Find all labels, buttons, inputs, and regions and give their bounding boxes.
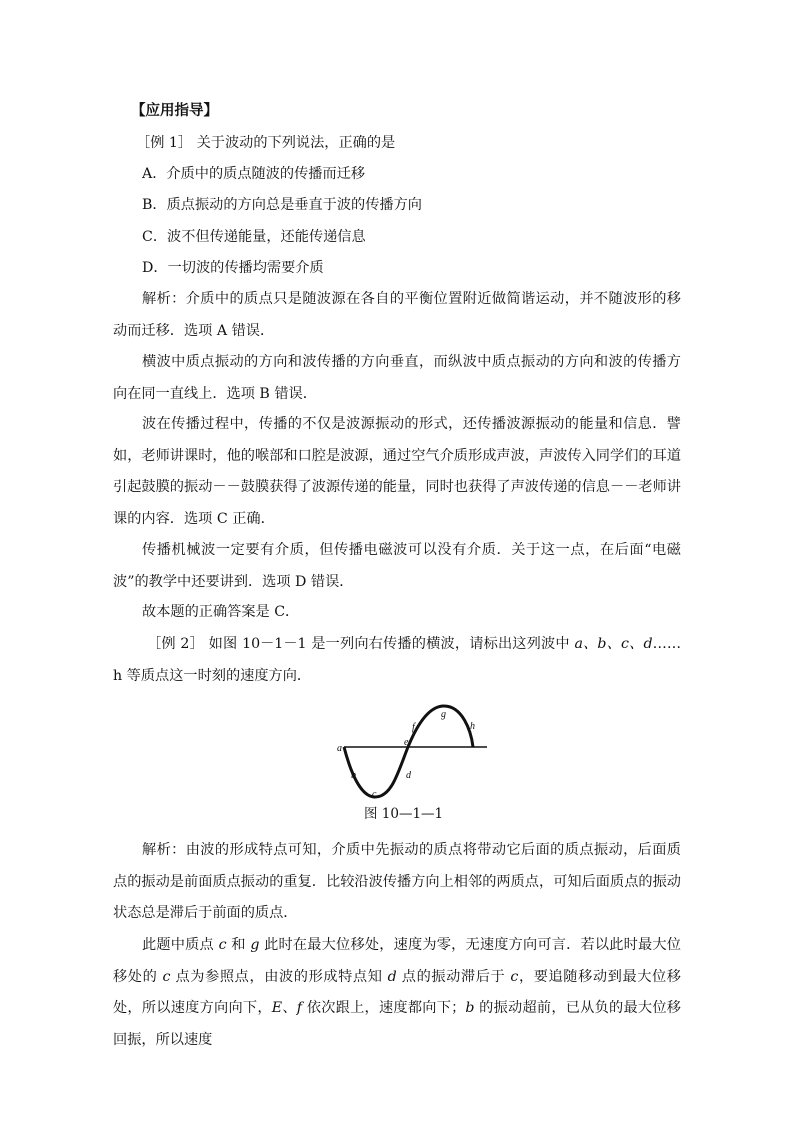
example1-analysis-1: 解析：介质中的质点只是随波源在各自的平衡位置附近做简谐运动，并不随波形的移动而迁移．选项 A 错误． bbox=[113, 291, 681, 339]
example2-question: ［例 2］ 如图 10－1－1 是一列向右传播的横波，请标出这列波中 a、b、c、d……h 等质点这一时刻的速度方向． bbox=[113, 636, 681, 684]
example1-analysis-4: 传播机械波一定要有介质，但传播电磁波可以没有介质．关于这一点，在后面“电磁波”的教学中还要讲到．选项 D 错误． bbox=[113, 542, 681, 590]
wave-label-d: d bbox=[406, 770, 411, 781]
section-title: 【应用指导】 bbox=[131, 103, 218, 119]
wave-curve bbox=[344, 706, 473, 797]
wave-label-a: a bbox=[337, 743, 342, 754]
wave-label-f: f bbox=[412, 722, 415, 733]
wave-label-h: h bbox=[470, 721, 475, 732]
wave-label-e: e bbox=[404, 737, 409, 748]
wave-label-c: c bbox=[372, 789, 377, 800]
example1-answer: 故本题的正确答案是 C． bbox=[142, 604, 300, 620]
example1-option-c: C．波不但传递能量，还能传递信息 bbox=[142, 229, 366, 245]
wave-label-b: b bbox=[351, 770, 356, 781]
example2-analysis-2: 此题中质点 c 和 g 此时在最大位移处，速度为零，无速度方向可言．若以此时最大位移处的 c 点为参照点，由波的形成特点知 d 点的振动滞后于 c，要追随移动到最大位移处，所以速度方向向下，E、f 依次跟上，速度都向下；b 的振动超前，已从负的最大位移回振，所以速度 bbox=[113, 937, 681, 1048]
question-points: a、b、c、d bbox=[574, 636, 653, 652]
example1-analysis-2: 横波中质点振动的方向和波传播的方向垂直，而纵波中质点振动的方向和波的传播方向在同一直线上．选项 B 错误． bbox=[113, 354, 681, 402]
example1-option-d: D．一切波的传播均需要介质 bbox=[142, 260, 324, 276]
example1-analysis-3: 波在传播过程中，传播的不仅是波源振动的形式，还传播波源振动的能量和信息．譬如，老师讲课时，他的喉部和口腔是波源，通过空气介质形成声波，声波传入同学们的耳道引起鼓膜的振动－－鼓膜获得了波源传递的能量，同时也获得了声波传递的信息－－老师讲课的内容．选项 C 正确． bbox=[113, 416, 681, 527]
figure-caption: 图 10—1—1 bbox=[364, 806, 444, 822]
example1-option-a: A．介质中的质点随波的传播而迁移 bbox=[142, 166, 366, 182]
example2-analysis-1: 解析：由波的形成特点可知，介质中先振动的质点将带动它后面的质点振动，后面质点的振动是前面质点振动的重复．比较沿波传播方向上相邻的两质点，可知后面质点的振动状态总是滞后于前面的质点． bbox=[113, 842, 681, 921]
example1-option-b: B．质点振动的方向总是垂直于波的传播方向 bbox=[142, 197, 422, 213]
wave-label-g: g bbox=[441, 709, 446, 720]
example1-question: ［例 1］ 关于波动的下列说法，正确的是 bbox=[136, 135, 396, 151]
